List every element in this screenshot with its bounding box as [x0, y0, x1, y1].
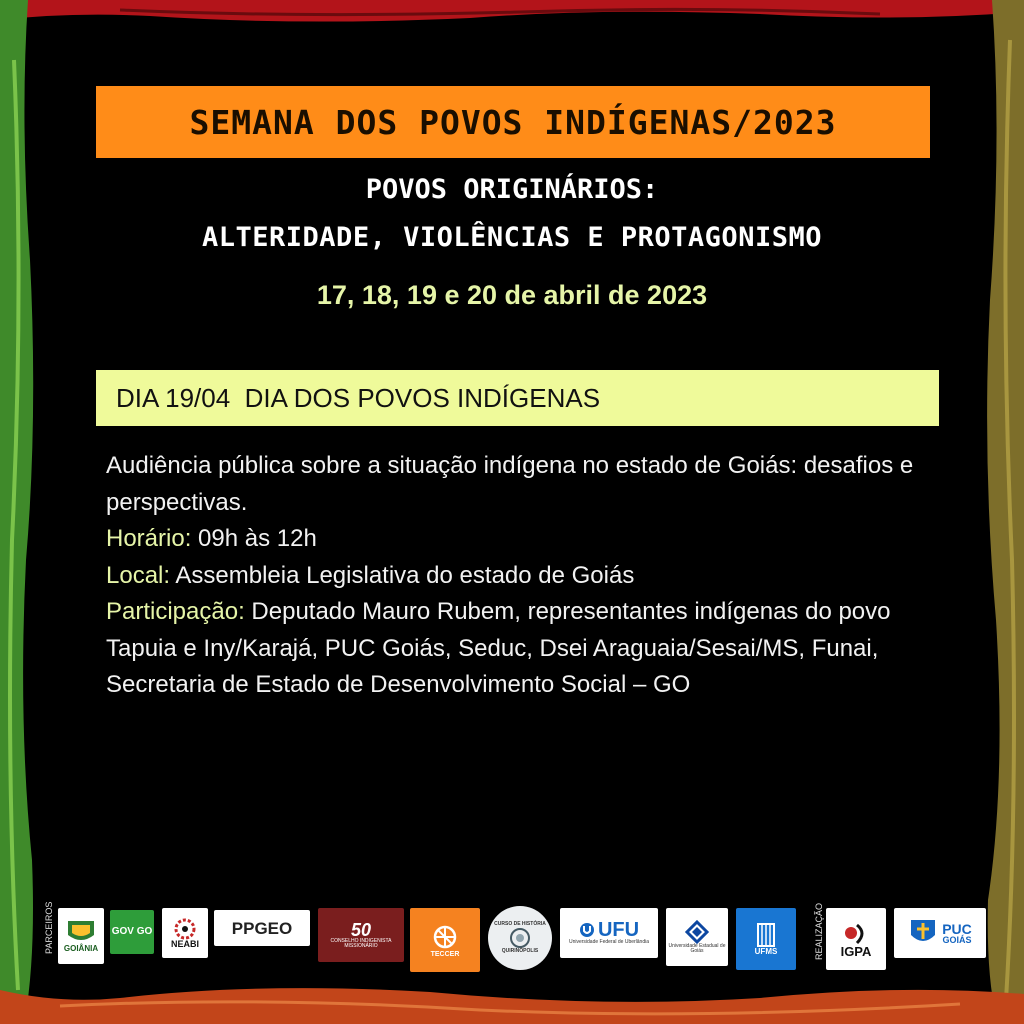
location-label: Local:	[106, 561, 171, 589]
historia-quirinopolis-logo: CURSO DE HISTÓRIA QUIRINÓPOLIS	[488, 906, 552, 970]
ueg-logo: Universidade Estadual de Goiás	[666, 908, 728, 966]
participation-value: Deputado Mauro Rubem, representantes indígenas do povo Tapuia e Iny/Karajá, PUC Goiás, Seduc, Dsei Araguaia/Sesai/MS, Funai, Secretaria de Estado de Desenvolvimento Social – GO	[106, 598, 891, 698]
partners-label: PARCEIROS	[44, 901, 54, 954]
event-details	[106, 448, 936, 704]
event-dates: 17, 18, 19 e 20 de abril de 2023	[316, 280, 708, 310]
puc-crest-icon	[908, 917, 938, 949]
ueg-diamond-icon	[685, 920, 709, 944]
title-banner	[96, 86, 930, 158]
location-value: Assembleia Legislativa do estado de Goiás	[170, 561, 635, 589]
igpa-logo: IGPA	[826, 908, 886, 970]
subtitle-line-1: POVOS ORIGINÁRIOS:	[365, 174, 659, 205]
top-brush-border	[0, 0, 1024, 30]
day-banner-text: DIA 19/04 DIA DOS POVOS INDÍGENAS	[116, 382, 601, 413]
ufms-logo: UFMS	[736, 908, 796, 970]
history-seal-icon	[509, 927, 531, 949]
schedule-label: Horário:	[106, 525, 192, 552]
location-line	[106, 558, 936, 595]
teccer-logo: TECCER	[410, 908, 480, 972]
teccer-wheel-icon	[431, 923, 459, 951]
logos-strip	[40, 900, 990, 980]
puc-goias-logo: PUC GOIÁS	[894, 908, 986, 958]
day-banner	[96, 370, 939, 426]
participation-line	[106, 594, 936, 704]
realization-label: REALIZAÇÃO	[814, 902, 824, 960]
neabi-logo: NEABI	[162, 908, 208, 958]
ppgeo-logo: PPGEO	[214, 910, 310, 946]
neabi-emblem-icon	[174, 918, 196, 940]
subtitle-line-2: ALTERIDADE, VIOLÊNCIAS E PROTAGONISMO	[202, 222, 822, 253]
cimi-logo: 50 CONSELHO INDIGENISTA MISSIONÁRIO	[318, 908, 404, 962]
ufms-building-icon	[755, 922, 777, 948]
event-title: SEMANA DOS POVOS INDÍGENAS/2023	[189, 102, 837, 142]
schedule-line	[106, 521, 936, 558]
bottom-brush-border	[0, 976, 1024, 1024]
right-brush-border	[978, 0, 1024, 1024]
gov-go-logo: GOV GO	[110, 910, 154, 954]
goiania-crest-icon	[66, 919, 96, 945]
goiania-logo: GOIÂNIA	[58, 908, 104, 964]
left-brush-border	[0, 0, 46, 1024]
igpa-sun-icon	[841, 921, 871, 945]
ufu-mark-icon	[579, 922, 595, 938]
schedule-value: 09h às 12h	[191, 525, 317, 552]
event-description: Audiência pública sobre a situação indígena no estado de Goiás: desafios e perspectivas.	[106, 452, 914, 516]
participation-label: Participação:	[106, 598, 245, 625]
ufu-logo: UFU Universidade Federal de Uberlândia	[560, 908, 658, 958]
